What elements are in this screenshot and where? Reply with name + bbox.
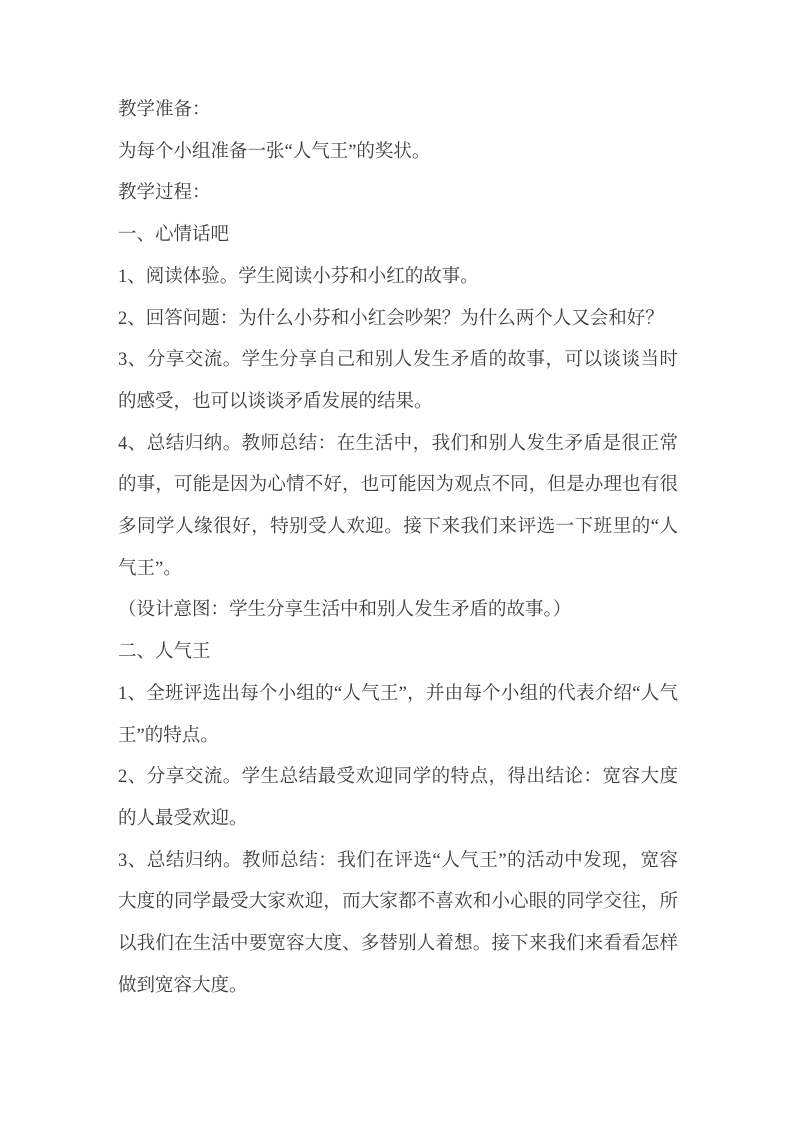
para-section1-item1: 1、阅读体验。学生阅读小芬和小红的故事。 [118,266,479,287]
para-section1-item3: 3、分享交流。学生分享自己和别人发生矛盾的故事，可以谈谈当时的感受，也可以谈谈矛盾发展的结果。 [118,350,678,412]
para-section2-heading: 二、人气王 [118,642,211,663]
para-section2-item2: 2、分享交流。学生总结最受欢迎同学的特点，得出结论：宽容大度的人最受欢迎。 [118,767,678,829]
para-section1-heading: 一、心情话吧 [118,225,230,246]
para-design-intent: （设计意图：学生分享生活中和别人发生矛盾的故事。） [118,600,572,621]
para-section2-item1: 1、全班评选出每个小组的“人气王”，并由每个小组的代表介绍“人气王”的特点。 [118,683,678,746]
para-teaching-preparation-heading: 教学准备： [118,100,211,120]
document-body [118,90,678,1007]
para-section1-item4: 4、总结归纳。教师总结：在生活中，我们和别人发生矛盾是很正常的事，可能是因为心情不好，也可能因为观点不同，但是办理也有很多同学人缘很好，特别受人欢迎。接下来我们来评选一下班里的“人气王”。 [118,433,678,579]
para-teaching-process-heading: 教学过程： [118,183,211,204]
para-section2-item3: 3、总结归纳。教师总结：我们在评选“人气王”的活动中发现，宽容大度的同学最受大家欢迎，而大家都不喜欢和小心眼的同学交往，所以我们在生活中要宽容大度、多替别人着想。接下来我们来看看怎样做到宽容大度。 [118,850,678,996]
para-section1-item2: 2、回答问题：为什么小芬和小红会吵架？为什么两个人又会和好？ [118,308,664,329]
para-preparation-detail: 为每个小组准备一张“人气王”的奖状。 [118,141,431,162]
